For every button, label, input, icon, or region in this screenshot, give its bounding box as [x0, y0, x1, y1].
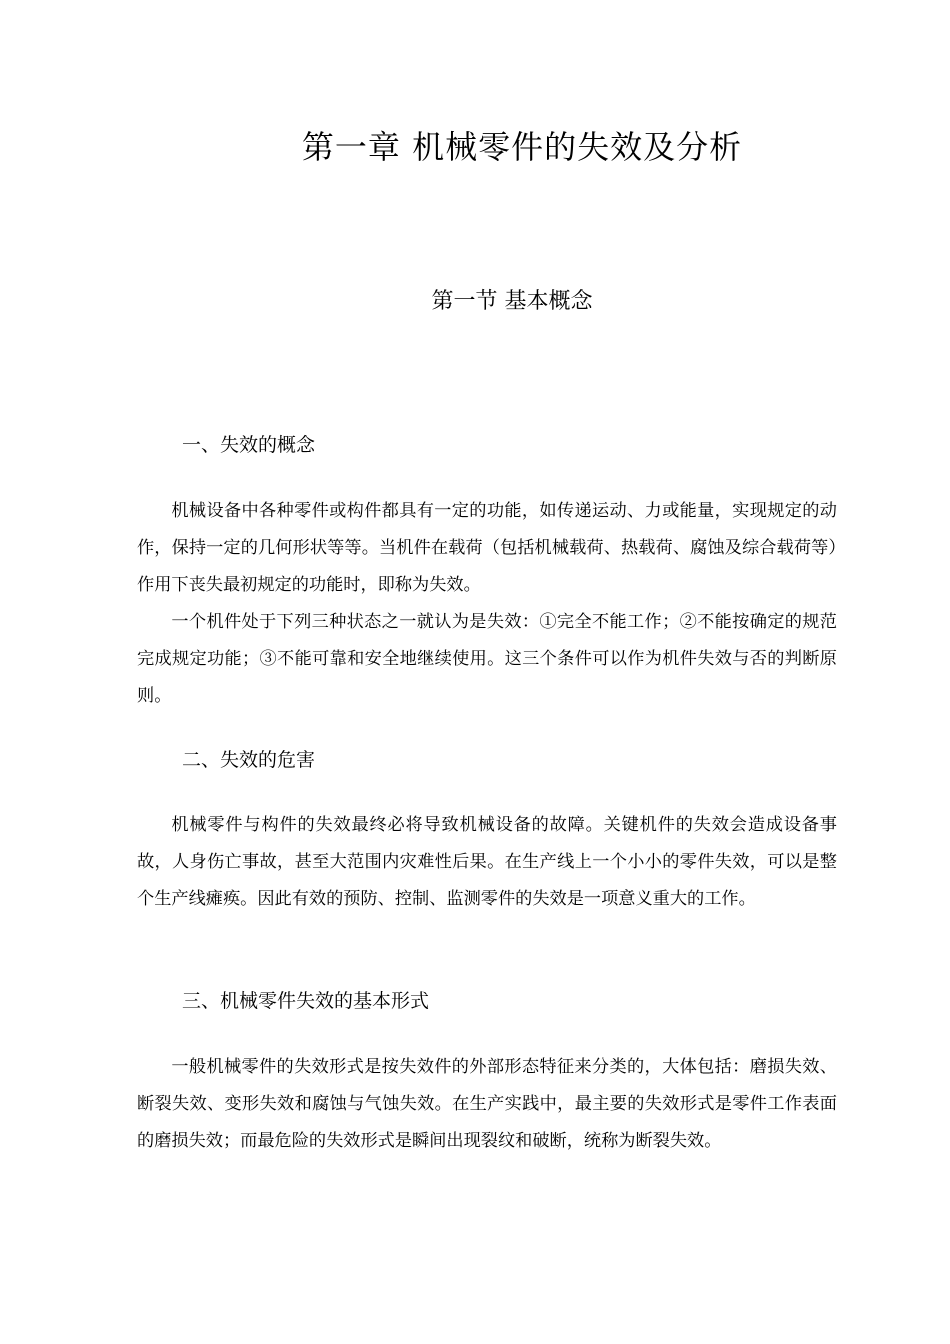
- chapter-title: 第一章 机械零件的失效及分析: [301, 128, 743, 166]
- subsection-heading-failure-forms: 三、机械零件失效的基本形式: [182, 990, 430, 1012]
- subsection-heading-failure-hazards: 二、失效的危害: [182, 749, 316, 771]
- paragraph-failure-hazards: 机械零件与构件的失效最终必将导致机械设备的故障。关键机件的失效会造成设备事故，人身伤亡事故，甚至大范围内灾难性后果。在生产线上一个小小的零件失效，可以是整个生产线瘫痪。因此有效的预防、控制、监测零件的失效是一项意义重大的工作。: [137, 815, 837, 909]
- paragraph-failure-forms: 一般机械零件的失效形式是按失效件的外部形态特征来分类的，大体包括：磨损失效、断裂失效、变形失效和腐蚀与气蚀失效。在生产实践中，最主要的失效形式是零件工作表面的磨损失效；而最危险的失效形式是瞬间出现裂纹和破断，统称为断裂失效。: [137, 1057, 837, 1151]
- section-title: 第一节 基本概念: [431, 289, 593, 314]
- paragraph-failure-definition: 机械设备中各种零件或构件都具有一定的功能，如传递运动、力或能量，实现规定的动作，保持一定的几何形状等等。当机件在载荷（包括机械载荷、热载荷、腐蚀及综合载荷等）作用下丧失最初规定的功能时，即称为失效。: [137, 501, 837, 595]
- paragraph-failure-criteria: 一个机件处于下列三种状态之一就认为是失效：①完全不能工作；②不能按确定的规范完成规定功能；③不能可靠和安全地继续使用。这三个条件可以作为机件失效与否的判断原则。: [137, 612, 837, 706]
- subsection-heading-failure-concept: 一、失效的概念: [182, 434, 316, 456]
